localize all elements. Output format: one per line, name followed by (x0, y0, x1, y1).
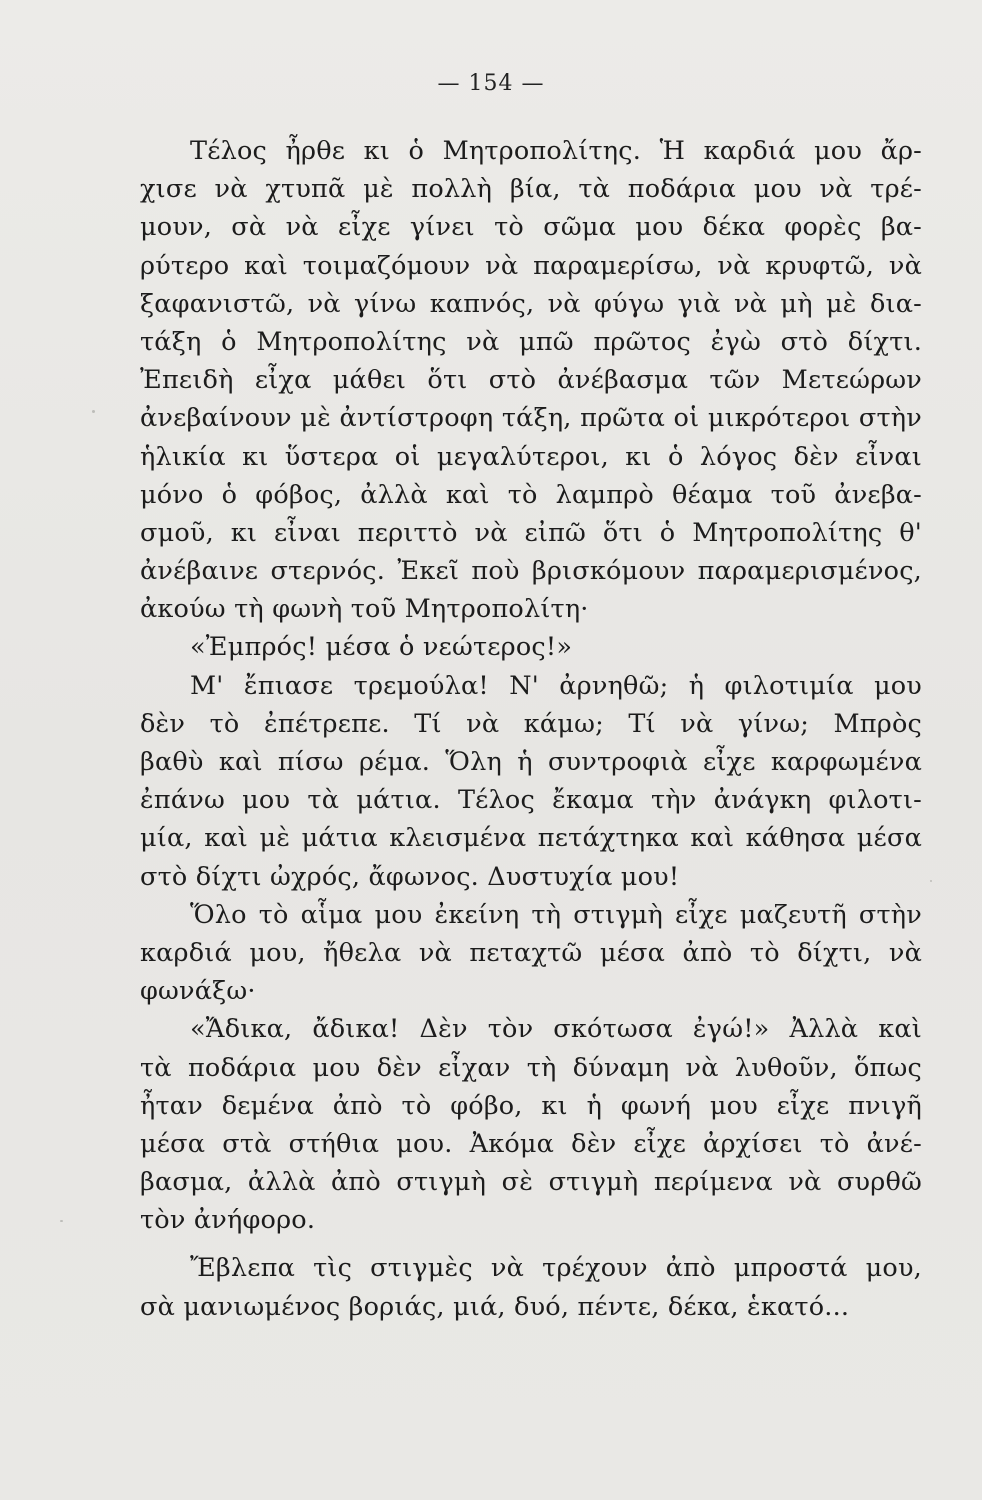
body-text (140, 132, 922, 1326)
text-line: Ὅλο τὸ αἷμα μου ἐκείνη τὴ στιγμὴ εἶχε μαζευτῆ στὴν (190, 899, 922, 930)
text-line: μουν, σὰ νὰ εἶχε γίνει τὸ σῶμα μου δέκα φορὲς βα- (140, 212, 922, 243)
text-line: Μ' ἔπιασε τρεμούλα! Ν' ἀρνηθῶ; ἡ φιλοτιμία μου (190, 670, 922, 701)
text-line: «Ἐμπρός! μέσα ὁ νεώτερος!» (190, 632, 573, 663)
text-line: Ἔβλεπα τὶς στιγμὲς νὰ τρέχουν ἀπὸ μπροστά μου, (190, 1253, 922, 1284)
text-line: βασμα, ἀλλὰ ἀπὸ στιγμὴ σὲ στιγμὴ περίμενα νὰ συρθῶ (140, 1167, 922, 1198)
text-line: Ἐπειδὴ εἶχα μάθει ὅτι στὸ ἀνέβασμα τῶν Μετεώρων (140, 365, 922, 396)
text-line: ἀκούω τὴ φωνὴ τοῦ Μητροπολίτη· (140, 594, 589, 625)
paper-speck (60, 1220, 63, 1222)
text-line: μέσα στὰ στήθια μου. Ἀκόμα δὲν εἶχε ἀρχίσει τὸ ἀνέ- (140, 1128, 922, 1159)
text-line: μόνο ὁ φόβος, ἀλλὰ καὶ τὸ λαμπρὸ θέαμα τοῦ ἀνεβα- (140, 479, 922, 510)
text-line: ἀνέβαινε στερνός. Ἐκεῖ ποὺ βρισκόμουν παραμερισμένος, (140, 556, 922, 587)
text-line: σὰ μανιωμένος βοριάς, μιά, δυό, πέντε, δέκα, ἑκατό... (140, 1291, 850, 1322)
text-line: βαθὺ καὶ πίσω ρέμα. Ὅλη ἡ συντροφιὰ εἶχε καρφωμένα (140, 747, 922, 777)
text-line: σμοῦ, κι εἶναι περιττὸ νὰ εἰπῶ ὅτι ὁ Μητροπολίτης θ' (140, 517, 922, 548)
text-line: Τέλος ἦρθε κι ὁ Μητροπολίτης. Ἡ καρδιά μου ἄρ- (190, 136, 922, 166)
text-line: ἦταν δεμένα ἀπὸ τὸ φόβο, κι ἡ φωνή μου εἶχε πνιγῆ (140, 1090, 922, 1121)
text-line: «Ἄδικα, ἄδικα! Δὲν τὸν σκότωσα ἐγώ!» Ἀλλὰ καὶ (190, 1014, 922, 1045)
text-line: ρύτερο καὶ τοιμαζόμουν νὰ παραμερίσω, νὰ κρυφτῶ, νὰ (140, 250, 922, 281)
text-line: ἡλικία κι ὕστερα οἱ μεγαλύτεροι, κι ὁ λόγος δὲν εἶναι (140, 441, 922, 472)
text-line: δὲν τὸ ἐπέτρεπε. Τί νὰ κάμω; Τί νὰ γίνω; Μπρὸς (140, 708, 922, 739)
page-number: — 154 — (437, 71, 545, 96)
text-line: ἐπάνω μου τὰ μάτια. Τέλος ἔκαμα τὴν ἀνάγκη φιλοτι- (140, 785, 922, 816)
paper-speck (92, 410, 95, 413)
text-line: τὸν ἀνήφορο. (140, 1205, 316, 1236)
paper-speck (930, 880, 932, 882)
text-line: καρδιά μου, ἤθελα νὰ πεταχτῶ μέσα ἀπὸ τὸ δίχτι, νὰ (140, 937, 922, 968)
text-line: φωνάξω· (140, 976, 256, 1007)
text-line: στὸ δίχτι ὠχρός, ἄφωνος. Δυστυχία μου! (140, 861, 680, 892)
text-line: ξαφανιστῶ, νὰ γίνω καπνός, νὰ φύγω γιὰ νὰ μὴ μὲ δια- (140, 288, 922, 319)
text-line: τὰ ποδάρια μου δὲν εἶχαν τὴ δύναμη νὰ λυθοῦν, ὅπως (140, 1052, 922, 1083)
text-line: ἀνεβαίνουν μὲ ἀντίστροφη τάξη, πρῶτα οἱ μικρότεροι στὴν (140, 403, 922, 434)
text-line: τάξη ὁ Μητροπολίτης νὰ μπῶ πρῶτος ἐγὼ στὸ δίχτι. (140, 326, 922, 357)
text-line: μία, καὶ μὲ μάτια κλεισμένα πετάχτηκα καὶ κάθησα μέσα (140, 823, 922, 854)
text-line: χισε νὰ χτυπᾶ μὲ πολλὴ βία, τὰ ποδάρια μου νὰ τρέ- (140, 174, 922, 205)
